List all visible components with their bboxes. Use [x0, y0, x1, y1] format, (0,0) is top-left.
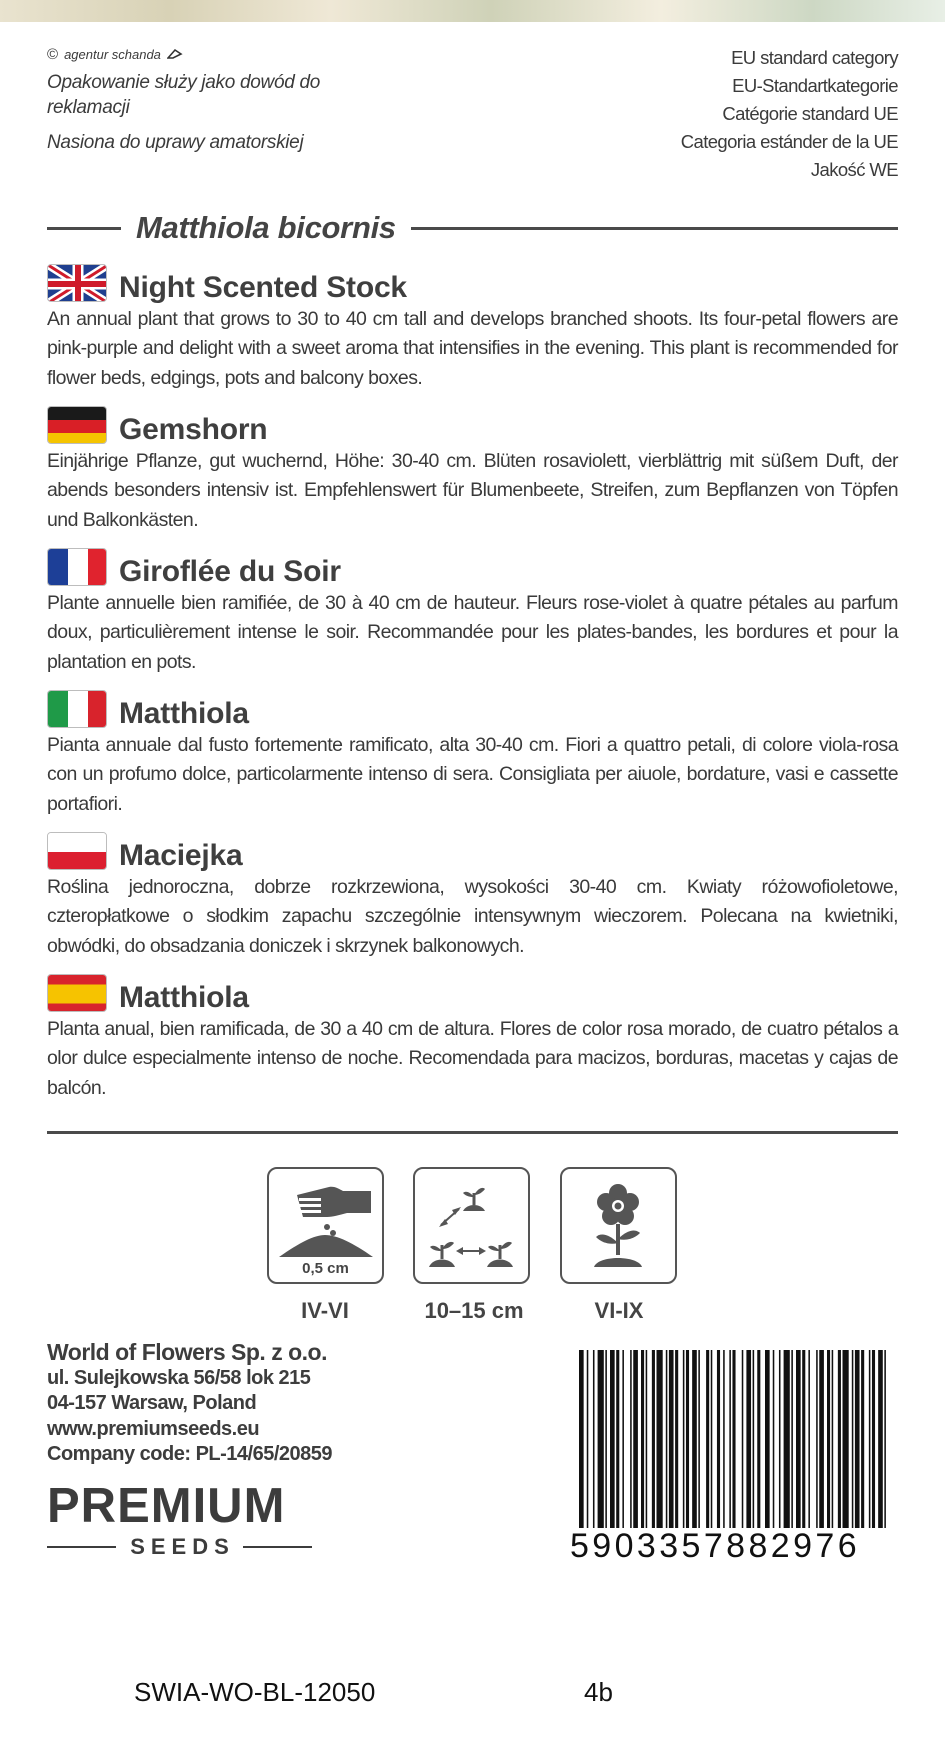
sowing-period-label: IV-VI	[301, 1298, 349, 1323]
rule-right	[411, 227, 898, 230]
company-code: Company code: PL-14/65/20859	[47, 1443, 333, 1465]
complaint-note: Opakowanie służy jako dowód do reklamacji	[47, 72, 321, 118]
france-flag-icon	[47, 548, 107, 586]
barcode-digits: 5903357882976	[570, 1527, 861, 1565]
description: Roślina jednoroczna, dobrze rozkrzewiona, wysokości 30-40 cm. Kwiaty różowofioletowe, czteropłatkowe o słodkim zapachu szczególnie intensywnym wieczorem. Polecana na kwietniki, obwódki, do obsadzania doniczek i skrzynek balkonowych.	[47, 876, 898, 957]
description: An annual plant that grows to 30 to 40 cm tall and develops branched shoots. Its four-petal flowers are pink-purple and delight with a sweet aroma that intensifies in the evening. This plant is recommended for flower beds, edgings, pots and balcony boxes.	[47, 308, 898, 389]
description: Pianta annuale dal fusto fortemente ramificato, alta 30-40 cm. Fiori a quattro petali, di colore viola-rosa con un profumo dolce, particolarmente intenso di sera. Consigliata per aiuole, bordature, vasi e cassette portafiori.	[47, 734, 898, 815]
description: Planta anual, bien ramificada, de 30 a 40 cm de altura. Flores de color rosa morado, de cuatro pétalos a olor dulce especialmente intenso de noche. Recomendada para macizos, borduras, macetas y cajas de balcón.	[47, 1018, 898, 1099]
common-name: Matthiola	[119, 697, 249, 730]
common-name: Night Scented Stock	[119, 271, 407, 304]
eu-category-fr: Catégorie standard UE	[722, 103, 898, 124]
sowing-depth-icon	[267, 1167, 384, 1284]
latin-name: Matthiola bicornis	[136, 210, 396, 245]
description: Einjährige Pflanze, gut wuchernd, Höhe: 30-40 cm. Blüten rosaviolett, vierblättrig mit süßem Duft, der abends besonders intensiv ist. Empfehlenswert für Blumenbeete, Streifen, zum Bepflanzen von Töpfen und Balkonkästen.	[47, 450, 898, 531]
spain-flag-icon	[47, 974, 107, 1012]
common-name: Matthiola	[119, 981, 249, 1014]
lang-section-de	[47, 405, 898, 535]
plant-spacing-icon	[413, 1167, 530, 1284]
copyright-text: agentur schanda	[64, 46, 161, 62]
brand-sub: SEEDS	[130, 1534, 235, 1559]
barcode-icon	[575, 1350, 897, 1528]
lang-head	[47, 973, 898, 1013]
eu-category-es: Categoria estánder de la UE	[680, 131, 898, 152]
brand-main: PREMIUM	[47, 1479, 286, 1533]
common-name: Gemshorn	[119, 413, 268, 446]
italy-flag-icon	[47, 690, 107, 728]
agency-logo-icon	[167, 48, 183, 60]
sowing-depth-label: 0,5 cm	[302, 1260, 349, 1277]
brand-sub-row	[47, 1534, 312, 1560]
spacing-label: 10–15 cm	[424, 1298, 524, 1323]
section-divider	[47, 1131, 898, 1134]
brand-rule-left	[47, 1546, 116, 1548]
lang-section-fr	[47, 547, 898, 677]
description: Plante annuelle bien ramifiée, de 30 à 40 cm de hauteur. Fleurs rose-violet à quatre pétales au parfum doux, particulièrement intense le soir. Recommandée pour les plates-bandes, les bordures et pour la plantation en pots.	[47, 592, 898, 673]
common-name: Maciejka	[119, 839, 243, 872]
lang-section-en	[47, 263, 898, 393]
lang-head	[47, 831, 898, 871]
company-name: World of Flowers Sp. z o.o.	[47, 1339, 327, 1365]
lang-head	[47, 405, 898, 445]
uk-flag-icon	[47, 264, 107, 302]
flowering-icon	[560, 1167, 677, 1284]
eu-category-de: EU-Standartkategorie	[732, 75, 898, 96]
company-website[interactable]: www.premiumseeds.eu	[47, 1417, 260, 1440]
copyright-symbol: ©	[47, 45, 59, 63]
copyright-line	[47, 44, 377, 64]
brand-logo	[47, 1480, 312, 1560]
company-city: 04-157 Warsaw, Poland	[47, 1392, 257, 1414]
lang-head	[47, 689, 898, 729]
top-photo-strip	[0, 0, 945, 22]
lang-head	[47, 263, 898, 303]
rule-left	[47, 227, 121, 230]
poland-flag-icon	[47, 832, 107, 870]
flowering-period-label: VI-IX	[594, 1298, 644, 1323]
print-version: 4b	[584, 1677, 613, 1707]
lang-section-es	[47, 973, 898, 1103]
lang-head	[47, 547, 898, 587]
latin-name-row	[47, 208, 898, 248]
company-street: ul. Sulejkowska 56/58 lok 215	[47, 1366, 311, 1389]
common-name: Giroflée du Soir	[119, 555, 341, 588]
lang-section-pl	[47, 831, 898, 961]
lang-section-it	[47, 689, 898, 819]
germany-flag-icon	[47, 406, 107, 444]
amateur-note: Nasiona do uprawy amatorskiej	[47, 132, 304, 153]
company-info	[47, 1340, 332, 1468]
eu-category-en: EU standard category	[731, 47, 898, 68]
eu-category-block	[598, 44, 898, 184]
print-code: SWIA-WO-BL-12050	[134, 1677, 376, 1707]
brand-rule-right	[243, 1546, 312, 1548]
eu-category-pl: Jakość WE	[810, 159, 898, 180]
header-left	[47, 44, 377, 155]
